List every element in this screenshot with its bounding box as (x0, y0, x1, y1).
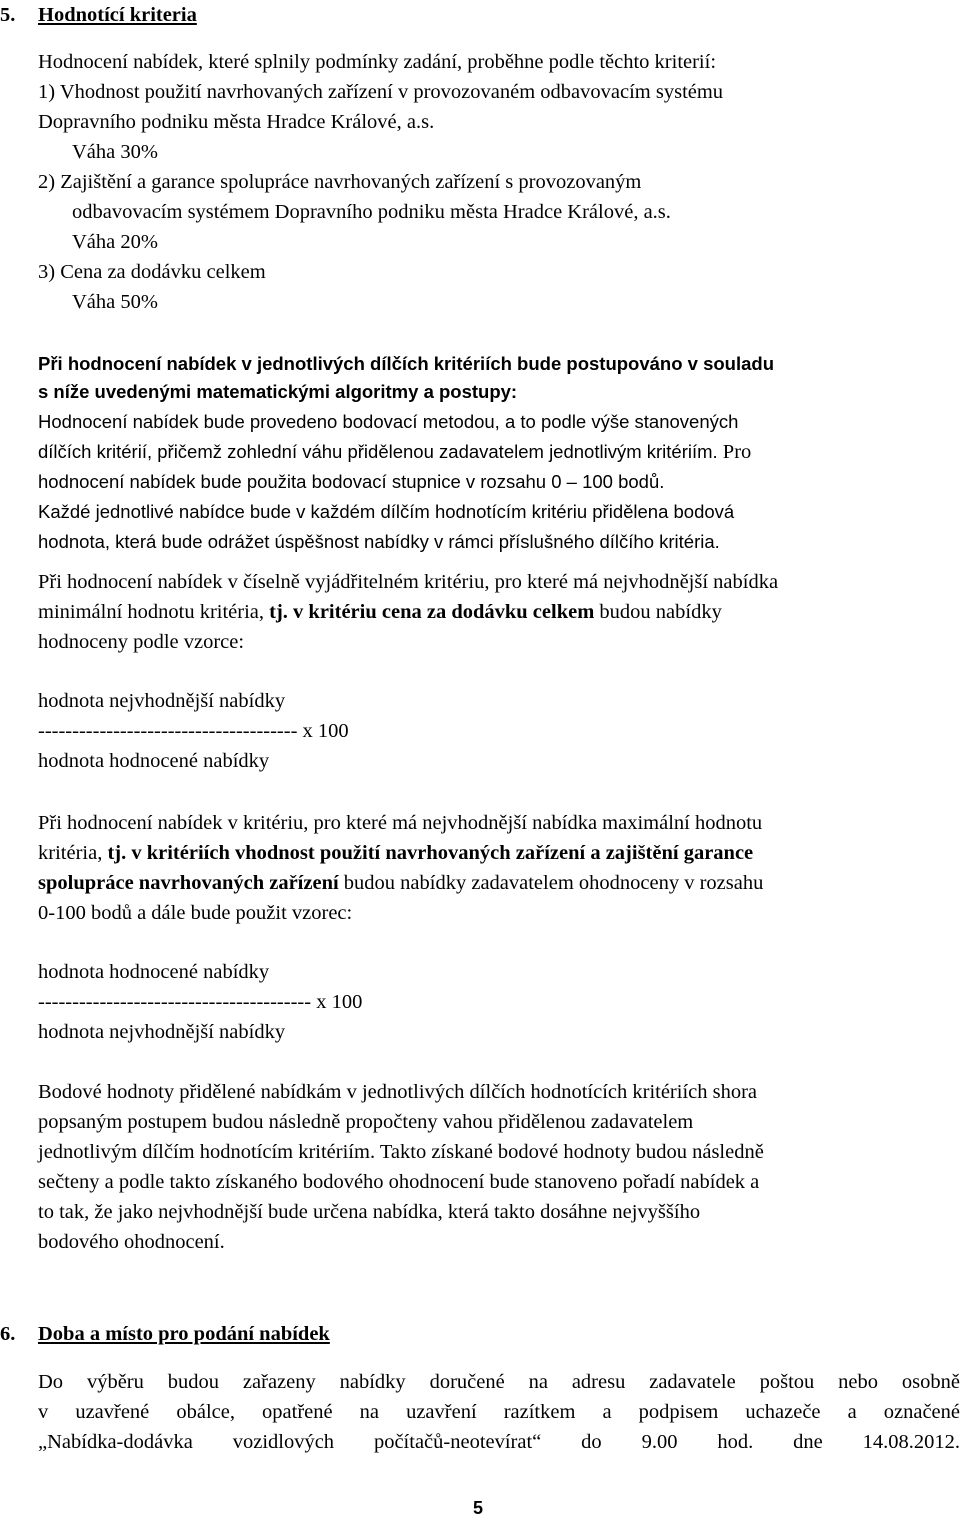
section-6-line3: „Nabídka-dodávka vozidlových počítačů-neotevírat“ do 9.00 hod. dne 14.08.2012. (38, 1431, 960, 1453)
scale-line: hodnocení nabídek bude použita bodovací stupnice v rozsahu 0 – 100 bodů. (38, 471, 665, 492)
max-para-line1: Při hodnocení nabídek v kritériu, pro které má nejvhodnější nabídka maximální hodnotu (38, 812, 763, 834)
min-para-line2-c: budou nabídky (594, 601, 722, 623)
method-line2 (38, 437, 751, 467)
section-6-title: Doba a místo pro podání nabídek (38, 1323, 330, 1345)
method-line2-text: dílčích kritérií, přičemž zohlední váhu přidělenou zadavatelem jednotlivým kritériím. (38, 441, 718, 462)
formula1-denominator: hodnota hodnocené nabídky (38, 750, 270, 772)
section-6-number: 6. (0, 1323, 16, 1345)
final-line5: to tak, že jako nejvhodnější bude určena nabídka, která takto dosáhne nejvyššího (38, 1201, 701, 1223)
criterion-2-weight: Váha 20% (72, 231, 158, 253)
criterion-2-line1: 2) Zajištění a garance spolupráce navrhovaných zařízení s provozovaným (38, 171, 642, 193)
criterion-1-line2: Dopravního podniku města Hradce Králové, a.s. (38, 111, 435, 133)
min-para-line2 (38, 597, 722, 627)
section-6-line2: v uzavřené obálce, opatřené na uzavření razítkem a podpisem uchazeče a označené (38, 1401, 960, 1423)
final-line6: bodového ohodnocení. (38, 1231, 225, 1253)
max-para-line4: 0-100 bodů a dále bude použit vzorec: (38, 902, 353, 924)
page-number: 5 (473, 1498, 484, 1518)
each-line2: hodnota, která bude odrážet úspěšnost nabídky v rámci příslušného dílčího kritéria. (38, 531, 720, 552)
section-5-title: Hodnotící kriteria (38, 4, 197, 26)
final-line3: jednotlivým dílčím hodnotícím kritériím. Takto získané bodové hodnoty budou následně (38, 1141, 764, 1163)
intro-text: Hodnocení nabídek, které splnily podmínky zadání, proběhne podle těchto kriterií: (38, 51, 717, 73)
evaluation-intro-line1: Při hodnocení nabídek v jednotlivých dílčích kritériích bude postupováno v souladu (38, 353, 775, 374)
min-para-line1: Při hodnocení nabídek v číselně vyjádřitelném kritériu, pro které má nejvhodnější nabídka (38, 571, 779, 593)
max-para-line3-bold: spolupráce navrhovaných zařízení (38, 872, 339, 894)
max-para-line3 (38, 868, 763, 898)
max-para-line2-a: kritéria, (38, 842, 108, 864)
each-line1: Každé jednotlivé nabídce bude v každém dílčím hodnotícím kritériu přidělena bodová (38, 501, 735, 522)
max-para-line2-bold: tj. v kritériích vhodnost použití navrhovaných zařízení a zajištění garance (107, 842, 754, 864)
evaluation-intro-line2: s níže uvedenými matematickými algoritmy a postupy: (38, 381, 518, 402)
criterion-1-line1: 1) Vhodnost použití navrhovaných zařízení v provozovaném odbavovacím systému (38, 81, 724, 103)
criterion-2-line2: odbavovacím systémem Dopravního podniku města Hradce Králové, a.s. (72, 201, 671, 223)
formula2-denominator: hodnota nejvhodnější nabídky (38, 1021, 286, 1043)
section-6-line1: Do výběru budou zařazeny nabídky doručené na adresu zadavatele poštou nebo osobně (38, 1371, 960, 1393)
formula1-numerator: hodnota nejvhodnější nabídky (38, 690, 286, 712)
criterion-3-weight: Váha 50% (72, 291, 158, 313)
formula1-bar: -------------------------------------- x 100 (38, 720, 349, 742)
criterion-1-weight: Váha 30% (72, 141, 158, 163)
min-para-line2-bold: tj. v kritériu cena za dodávku celkem (269, 601, 595, 623)
criterion-3-line1: 3) Cena za dodávku celkem (38, 261, 266, 283)
min-para-line3: hodnoceny podle vzorce: (38, 631, 245, 653)
max-para-line2 (38, 838, 753, 868)
min-para-line2-a: minimální hodnotu kritéria, (38, 601, 270, 623)
section-5-number: 5. (0, 4, 16, 26)
final-line4: sečteny a podle takto získaného bodového ohodnocení bude stanoveno pořadí nabídek a (38, 1171, 760, 1193)
max-para-line3-rest: budou nabídky zadavatelem ohodnoceny v rozsahu (338, 872, 764, 894)
method-line1: Hodnocení nabídek bude provedeno bodovací metodou, a to podle výše stanovených (38, 411, 739, 432)
method-line2-tail: Pro (722, 441, 752, 463)
formula2-bar: ---------------------------------------- x 100 (38, 991, 363, 1013)
final-line1: Bodové hodnoty přidělené nabídkám v jednotlivých dílčích hodnotících kritériích shora (38, 1081, 758, 1103)
final-line2: popsaným postupem budou následně propočteny vahou přidělenou zadavatelem (38, 1111, 694, 1133)
formula2-numerator: hodnota hodnocené nabídky (38, 961, 270, 983)
